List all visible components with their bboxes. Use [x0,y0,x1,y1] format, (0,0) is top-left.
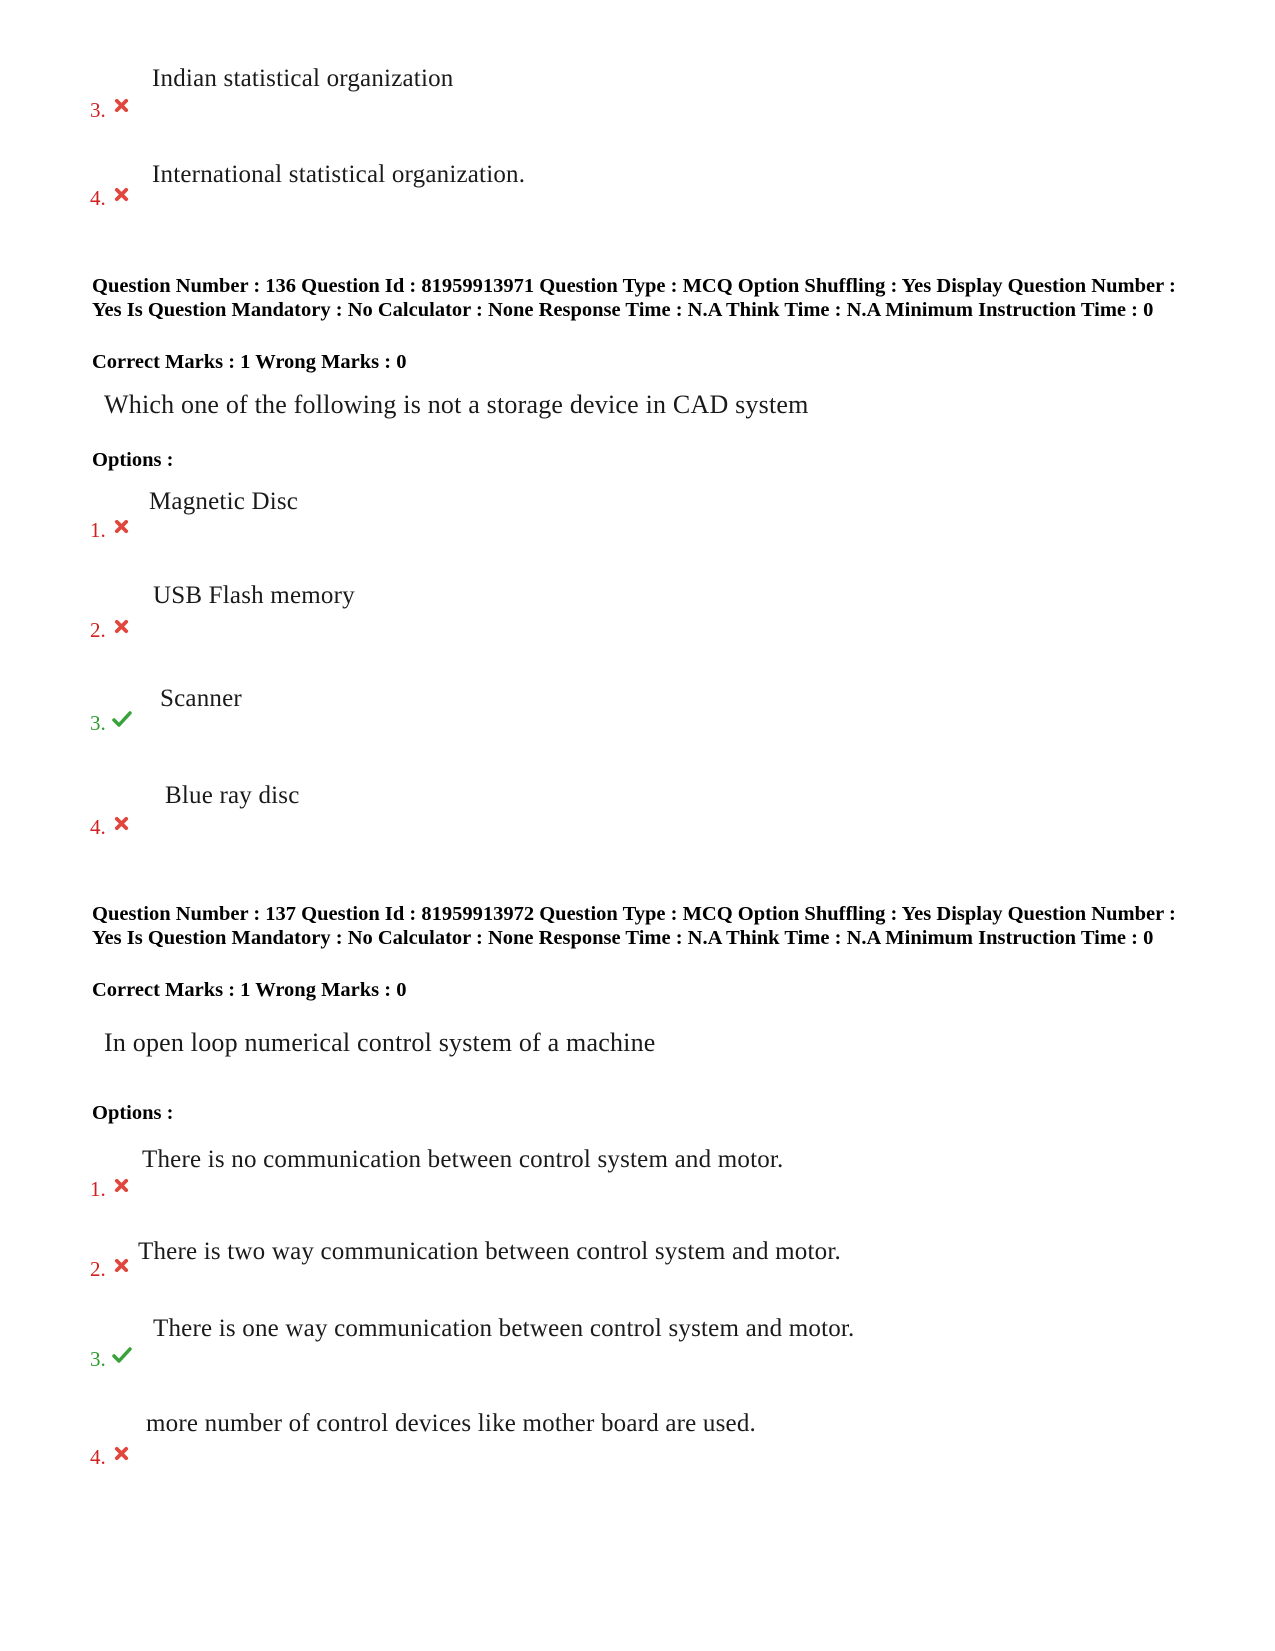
option-text: Scanner [160,685,242,712]
option-text: USB Flash memory [153,582,355,609]
check-icon [112,1346,132,1364]
question-meta: Question Number : 137 Question Id : 81959913972 Question Type : MCQ Option Shuffling : Yes Display Question Number : Yes Is Question Mandatory : No Calculator : None Response Time : N.A Think Time : N.A Minimum Instruction Time : 0 [92,903,1176,949]
option-text: more number of control devices like mother board are used. [146,1410,757,1437]
option-number: 3. [90,1347,106,1371]
option-number: 4. [90,815,106,839]
cross-icon [114,816,129,831]
option-number: 3. [90,98,106,122]
marks-line: Correct Marks : 1 Wrong Marks : 0 [92,351,407,373]
question-text: In open loop numerical control system of a machine [104,1028,656,1057]
check-icon [112,710,132,728]
option-number: 4. [90,186,106,210]
option-text: International statistical organization. [152,161,526,188]
option-number: 1. [90,518,106,542]
cross-icon [114,619,129,634]
option-text: There is no communication between control system and motor. [142,1146,784,1173]
cross-icon [114,1258,129,1273]
options-label: Options : [92,1102,174,1124]
option-number: 4. [90,1445,106,1469]
option-number: 2. [90,618,106,642]
option-number: 2. [90,1257,106,1281]
option-text: Magnetic Disc [149,488,299,515]
question-meta: Question Number : 136 Question Id : 81959913971 Question Type : MCQ Option Shuffling : Yes Display Question Number : Yes Is Question Mandatory : No Calculator : None Response Time : N.A Think Time : N.A Minimum Instruction Time : 0 [92,275,1176,321]
option-text: There is two way communication between control system and motor. [138,1238,841,1265]
cross-icon [114,519,129,534]
option-number: 3. [90,711,106,735]
options-label: Options : [92,449,174,471]
option-text: There is one way communication between control system and motor. [153,1315,855,1342]
cross-icon [114,1446,129,1461]
option-text: Blue ray disc [165,782,300,809]
cross-icon [114,187,129,202]
option-text: Indian statistical organization [152,65,454,92]
cross-icon [114,1178,129,1193]
marks-line: Correct Marks : 1 Wrong Marks : 0 [92,979,407,1001]
option-number: 1. [90,1177,106,1201]
question-text: Which one of the following is not a storage device in CAD system [104,390,809,419]
cross-icon [114,98,129,113]
